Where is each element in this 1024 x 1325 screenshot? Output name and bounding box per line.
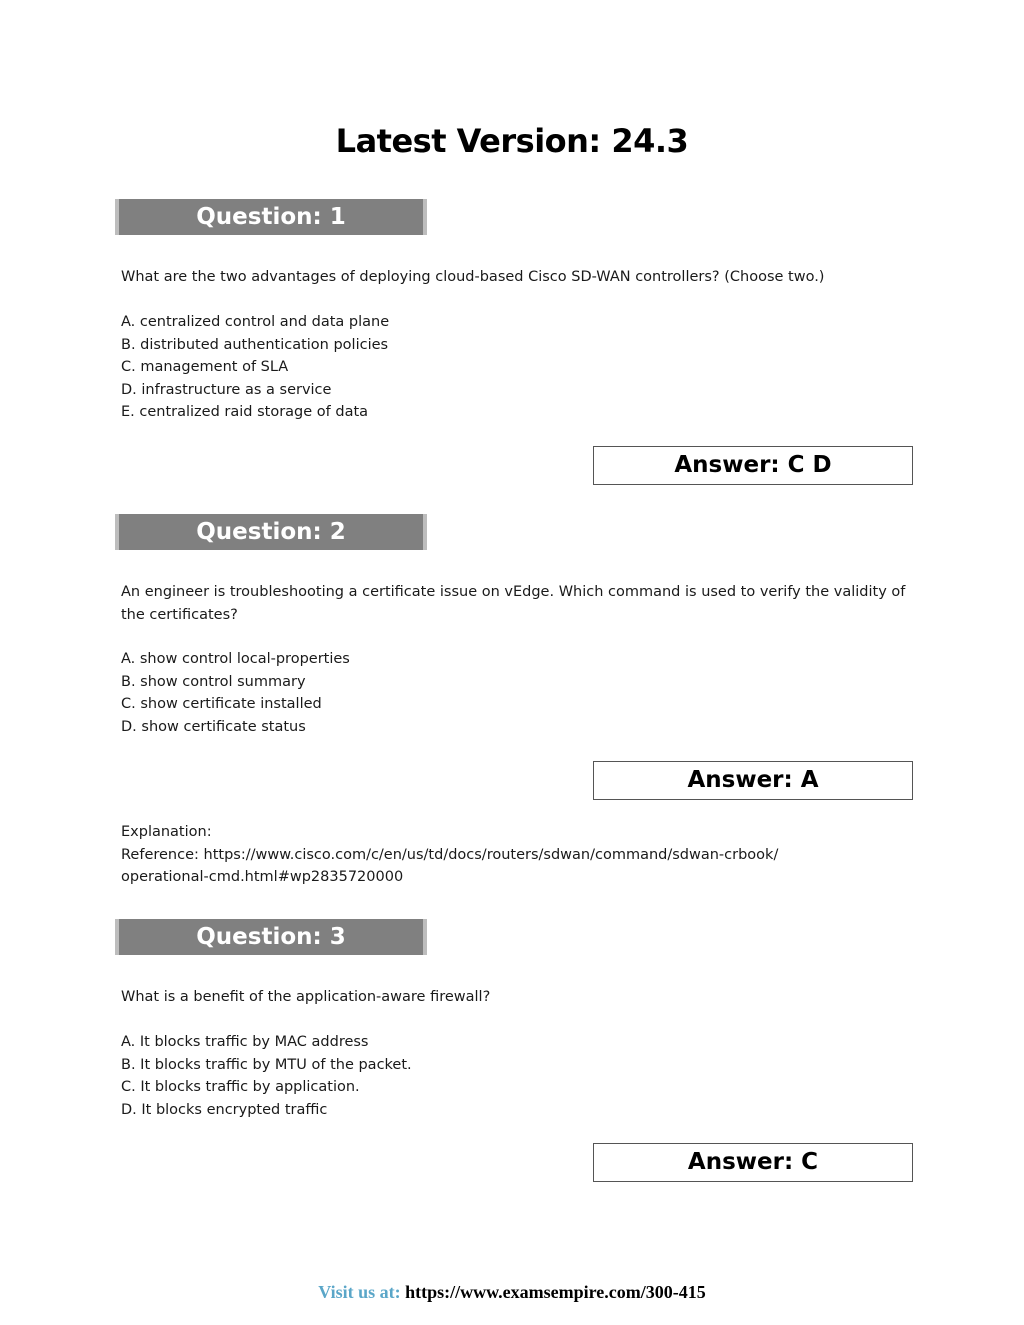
option-item: C. It blocks traffic by application. — [121, 1079, 360, 1095]
footer — [0, 1282, 1024, 1303]
question-1-options — [121, 311, 901, 424]
question-1-header: Question: 1 — [115, 199, 427, 235]
option-item: A. It blocks traffic by MAC address — [121, 1034, 369, 1050]
option-item: C. management of SLA — [121, 359, 289, 375]
footer-visit-label: Visit us at: — [318, 1282, 401, 1302]
question-2-options — [121, 648, 901, 738]
question-3-header: Question: 3 — [115, 919, 427, 955]
question-2-answer: Answer: A — [593, 761, 913, 800]
question-3-answer: Answer: C — [593, 1143, 913, 1182]
question-1-text: What are the two advantages of deploying cloud-based Cisco SD-WAN controllers? (Choose two.) — [121, 269, 825, 285]
option-item: D. It blocks encrypted traffic — [121, 1101, 328, 1118]
option-item: B. It blocks traffic by MTU of the packet. — [121, 1056, 412, 1073]
question-3-options — [121, 1031, 901, 1121]
option-item: B. distributed authentication policies — [121, 336, 389, 353]
option-item: C. show certificate installed — [121, 696, 322, 712]
question-2-text: An engineer is troubleshooting a certificate issue on vEdge. Which command is used to verify the validity of the certificates? — [121, 584, 906, 623]
option-item: A. show control local-properties — [121, 651, 350, 667]
explanation-reference-line-1: Reference: https://www.cisco.com/c/en/us/td/docs/routers/sdwan/command/sdwan-crbook/ — [121, 846, 779, 863]
footer-url-link[interactable]: https://www.examsempire.com/300-415 — [405, 1282, 706, 1302]
question-2-explanation — [121, 821, 901, 889]
question-3-text: What is a benefit of the application-aware firewall? — [121, 989, 491, 1005]
option-item: D. show certificate status — [121, 718, 306, 735]
question-1-answer: Answer: C D — [593, 446, 913, 485]
explanation-reference-line-2: operational-cmd.html#wp2835720000 — [121, 869, 404, 885]
option-item: B. show control summary — [121, 673, 306, 690]
option-item: A. centralized control and data plane — [121, 314, 390, 330]
option-item: E. centralized raid storage of data — [121, 404, 369, 420]
option-item: D. infrastructure as a service — [121, 381, 332, 398]
question-2-header: Question: 2 — [115, 514, 427, 550]
page-title: Latest Version: 24.3 — [335, 122, 689, 160]
explanation-label: Explanation: — [121, 824, 212, 840]
